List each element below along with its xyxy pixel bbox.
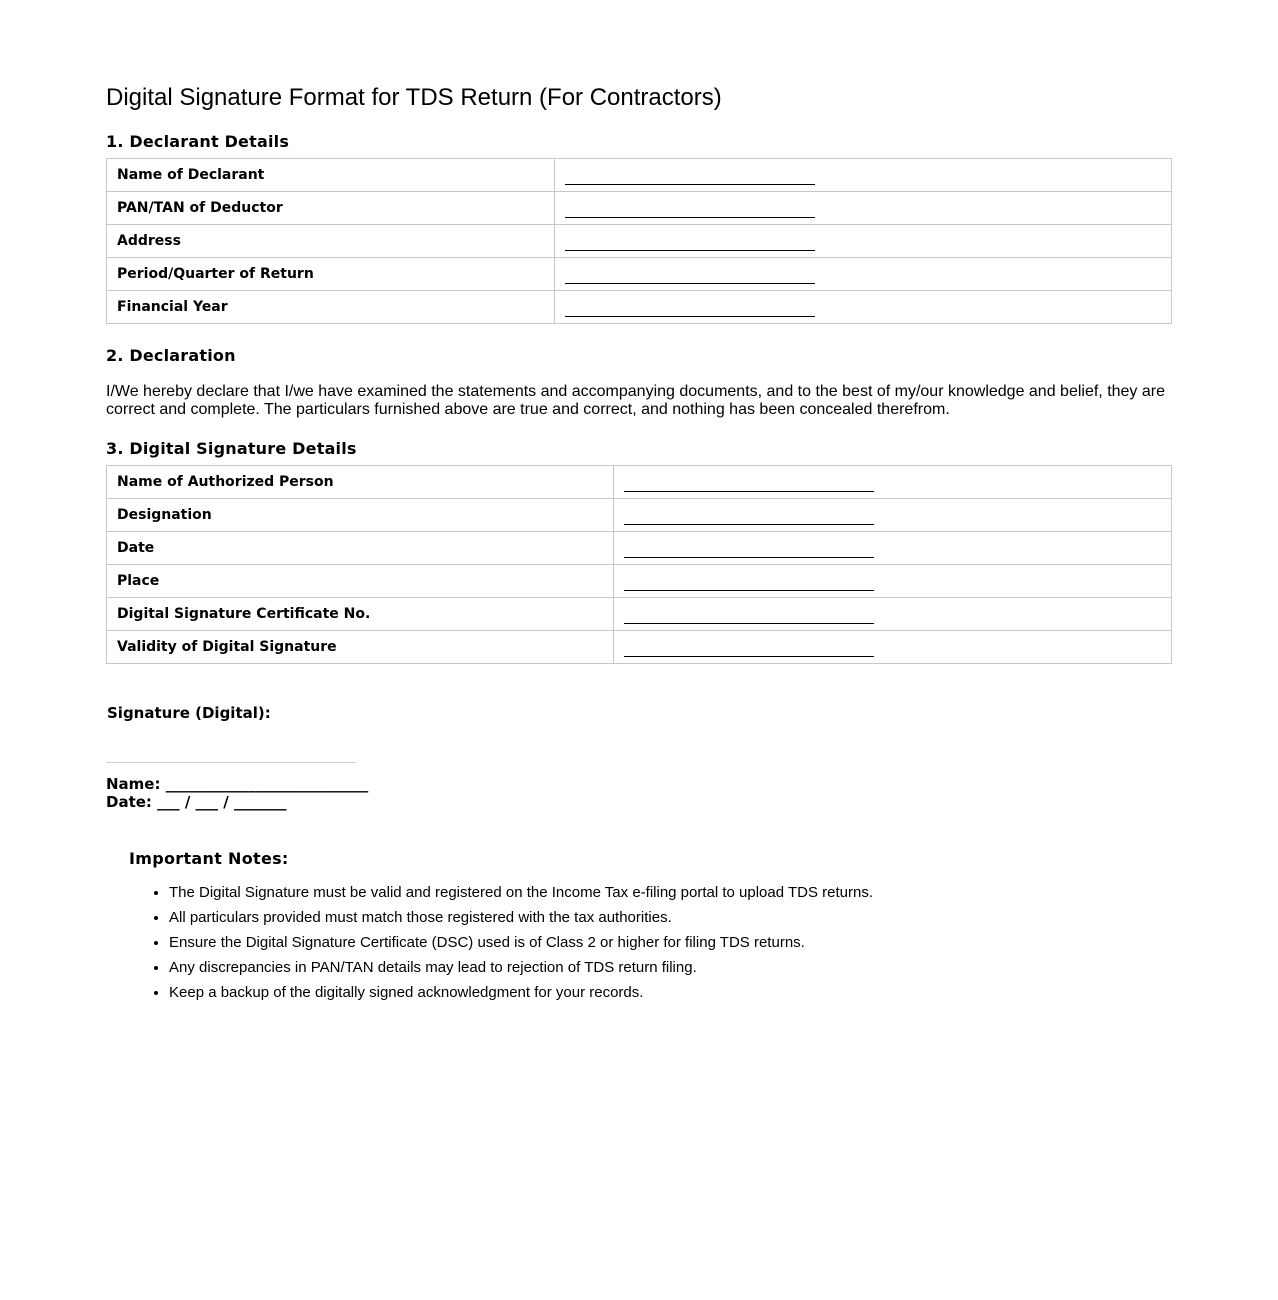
table-row <box>107 159 1172 192</box>
field-value-cell <box>614 532 1172 565</box>
blank-fill-line[interactable] <box>565 238 815 251</box>
field-label: Name of Authorized Person <box>107 466 614 499</box>
field-label: Period/Quarter of Return <box>107 258 555 291</box>
field-label: Digital Signature Certificate No. <box>107 598 614 631</box>
table-row <box>107 532 1172 565</box>
signature-block <box>106 704 1172 811</box>
blank-fill-line[interactable] <box>624 512 874 525</box>
declaration-text: I/We hereby declare that I/we have examined the statements and accompanying documents, and to the best of my/our knowledge and belief, they are correct and complete. The particulars furnished above are true and correct, and nothing has been concealed therefrom. <box>106 383 1165 418</box>
field-label: Validity of Digital Signature <box>107 631 614 664</box>
field-value-cell <box>614 499 1172 532</box>
blank-fill-line[interactable] <box>624 611 874 624</box>
signature-fields <box>106 775 1172 811</box>
signature-line[interactable] <box>106 762 356 763</box>
field-label: Financial Year <box>107 291 555 324</box>
signature-date-line[interactable]: Date: ___ / ___ / _______ <box>106 793 287 811</box>
blank-fill-line[interactable] <box>565 271 815 284</box>
document-title: Digital Signature Format for TDS Return (For Contractors) <box>106 84 722 111</box>
blank-fill-line[interactable] <box>624 545 874 558</box>
declarant-details-table <box>106 158 1172 324</box>
important-notes <box>129 849 1172 1003</box>
field-label: PAN/TAN of Deductor <box>107 192 555 225</box>
blank-fill-line[interactable] <box>624 578 874 591</box>
notes-heading: Important Notes: <box>129 849 289 868</box>
table-row <box>107 192 1172 225</box>
blank-fill-line[interactable] <box>565 304 815 317</box>
section-heading-declaration: 2. Declaration <box>106 346 236 365</box>
section-heading-declarant-details: 1. Declarant Details <box>106 132 290 151</box>
table-row <box>107 598 1172 631</box>
table-row <box>107 291 1172 324</box>
field-value-cell <box>614 598 1172 631</box>
field-value-cell <box>614 631 1172 664</box>
digital-signature-details-table <box>106 465 1172 664</box>
section-heading-digital-signature-details: 3. Digital Signature Details <box>106 439 357 458</box>
field-value-cell <box>614 565 1172 598</box>
field-label: Date <box>107 532 614 565</box>
blank-fill-line[interactable] <box>565 172 815 185</box>
table-row <box>107 225 1172 258</box>
field-value-cell <box>555 192 1172 225</box>
list-item: • Keep a backup of the digitally signed acknowledgment for your records. <box>169 983 1172 1003</box>
field-label: Name of Declarant <box>107 159 555 192</box>
table-row <box>107 565 1172 598</box>
list-item: • Any discrepancies in PAN/TAN details may lead to rejection of TDS return filing. <box>169 958 1172 978</box>
table-row <box>107 499 1172 532</box>
signature-label: Signature (Digital): <box>107 704 271 722</box>
field-value-cell <box>555 225 1172 258</box>
field-label: Place <box>107 565 614 598</box>
field-label: Designation <box>107 499 614 532</box>
field-value-cell <box>555 258 1172 291</box>
table-row <box>107 466 1172 499</box>
blank-fill-line[interactable] <box>624 479 874 492</box>
blank-fill-line[interactable] <box>624 644 874 657</box>
blank-fill-line[interactable] <box>565 205 815 218</box>
field-label: Address <box>107 225 555 258</box>
list-item: • All particulars provided must match those registered with the tax authorities. <box>169 908 1172 928</box>
list-item: • Ensure the Digital Signature Certificate (DSC) used is of Class 2 or higher for filing TDS returns. <box>169 933 1172 953</box>
signature-name-line[interactable]: Name: ___________________________ <box>106 775 369 793</box>
table-row <box>107 258 1172 291</box>
list-item: • The Digital Signature must be valid and registered on the Income Tax e-filing portal to upload TDS returns. <box>169 883 1172 903</box>
field-value-cell <box>614 466 1172 499</box>
notes-list <box>129 883 1172 1003</box>
table-row <box>107 631 1172 664</box>
field-value-cell <box>555 159 1172 192</box>
field-value-cell <box>555 291 1172 324</box>
